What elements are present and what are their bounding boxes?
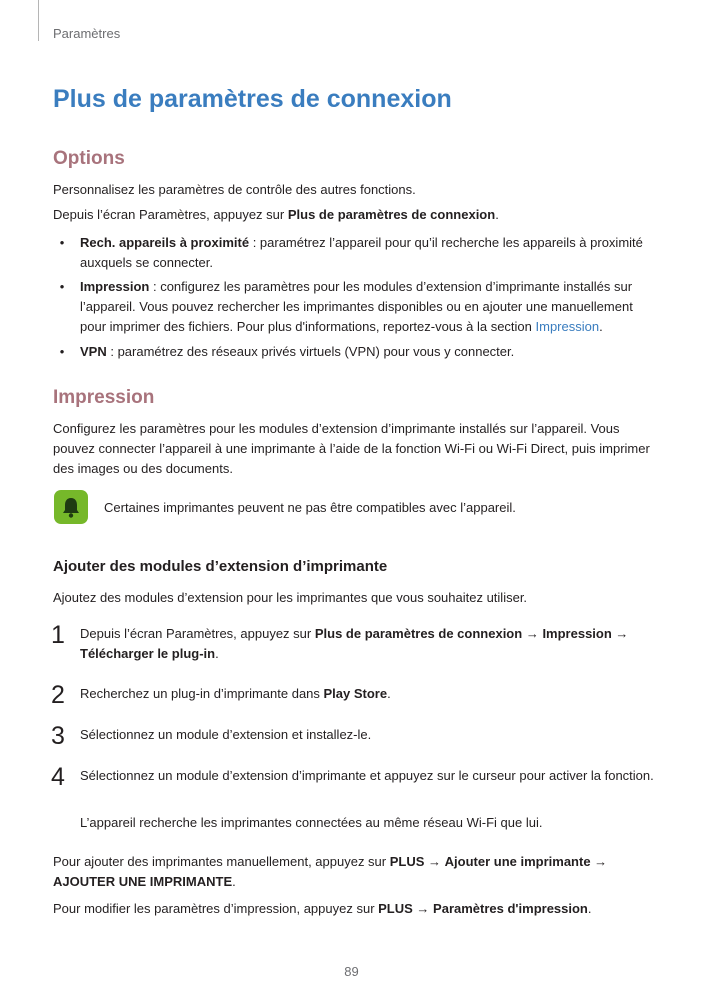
options-intro: Personnalisez les paramètres de contrôle des autres fonctions. (53, 182, 416, 197)
plugins-intro: Ajoutez des modules d’extension pour les imprimantes que vous souhaitez utiliser. (53, 590, 528, 605)
step-arrow: → (522, 626, 543, 641)
bullet-term: Rech. appareils à proximité (80, 235, 250, 250)
print-settings-instruction (53, 899, 653, 919)
step-end: . (215, 646, 219, 661)
instr-bold: AJOUTER UNE IMPRIMANTE (53, 874, 233, 889)
step-number: 1 (51, 621, 65, 649)
bullet-term: Impression (80, 279, 150, 294)
note-icon-badge (54, 490, 88, 524)
bullet-mark: • (59, 344, 65, 359)
impression-note: Certaines imprimantes peuvent ne pas être compatibles avec l’appareil. (104, 500, 516, 515)
step-3: Sélectionnez un module d’extension et installez-le. (80, 727, 372, 742)
bullet-end: . (599, 319, 603, 334)
instr-prefix: Pour ajouter des imprimantes manuellement, appuyez sur (53, 854, 390, 869)
step-4-detail: L’appareil recherche les imprimantes connectées au même réseau Wi-Fi que lui. (80, 815, 543, 830)
manual-add-instruction (53, 852, 633, 892)
page-title: Plus de paramètres de connexion (53, 85, 452, 113)
step-bold: Télécharger le plug-in (80, 646, 216, 661)
instr-end: . (587, 901, 592, 916)
bell-icon (54, 490, 88, 524)
instr-bold: PLUS (378, 901, 413, 916)
step-number: 2 (51, 681, 65, 709)
step-end: . (387, 686, 391, 701)
options-path (53, 205, 653, 225)
step-arrow: → (611, 626, 629, 641)
bullet-mark: • (59, 235, 65, 250)
options-path-bold: Plus de paramètres de connexion (287, 207, 496, 222)
bullet-text: : paramétrez l’appareil pour qu’il recherche les appareils à proximité auxquels se connecter. (80, 235, 643, 270)
impression-heading: Impression (53, 387, 155, 408)
plugins-heading: Ajouter des modules d’extension d’imprimante (53, 558, 388, 575)
impression-intro: Configurez les paramètres pour les modules d’extension d’imprimante installés sur l’appareil. Vous pouvez connecter l’appareil à une imprimante à l’aide de la fonction Wi-Fi ou Wi-Fi Direct, puis imprimer des images ou des documents. (53, 421, 650, 476)
page-number: 89 (344, 964, 359, 979)
step-4: Sélectionnez un module d’extension d’imprimante et appuyez sur le curseur pour activer la fonction. (80, 768, 654, 783)
header-divider (38, 0, 39, 41)
step-bold: Impression (542, 626, 612, 641)
bullet-term: VPN (80, 344, 107, 359)
step-prefix: Recherchez un plug-in d’imprimante dans (80, 686, 324, 701)
instr-arrow: → (424, 854, 445, 869)
instr-bold: Ajouter une imprimante (444, 854, 591, 869)
step-number: 4 (51, 763, 65, 791)
options-heading: Options (53, 148, 125, 169)
step-bold: Play Store (323, 686, 388, 701)
step-prefix: Depuis l’écran Paramètres, appuyez sur (80, 626, 315, 641)
options-path-suffix: . (495, 207, 499, 222)
bullet-vpn (80, 342, 655, 362)
step-number: 3 (51, 722, 65, 750)
options-path-prefix: Depuis l’écran Paramètres, appuyez sur (53, 207, 288, 222)
step-2 (80, 684, 655, 704)
instr-bold: Paramètres d'impression (433, 901, 588, 916)
bullet-text: : paramétrez des réseaux privés virtuels (VPN) pour vous y connecter. (106, 344, 515, 359)
header-section-label: Paramètres (53, 26, 121, 41)
instr-arrow: → (412, 901, 434, 916)
bullet-mark: • (59, 279, 65, 294)
instr-bold: PLUS (389, 854, 425, 869)
impression-link[interactable]: Impression (535, 319, 600, 334)
bullet-text: : configurez les paramètres pour les modules d’extension d’imprimante installés sur l’appareil. Vous pouvez rechercher les imprimantes disponibles ou en ajouter une manuellement pour imprimer des fichiers. Pour plus d'informations, reportez-vous à la section (80, 279, 633, 334)
instr-arrow: → (590, 854, 608, 869)
bullet-printing (80, 277, 655, 337)
bullet-nearby-devices (80, 233, 655, 273)
step-1 (80, 624, 655, 664)
instr-end: . (232, 874, 236, 889)
instr-prefix: Pour modifier les paramètres d’impression, appuyez sur (53, 901, 379, 916)
step-bold: Plus de paramètres de connexion (314, 626, 523, 641)
